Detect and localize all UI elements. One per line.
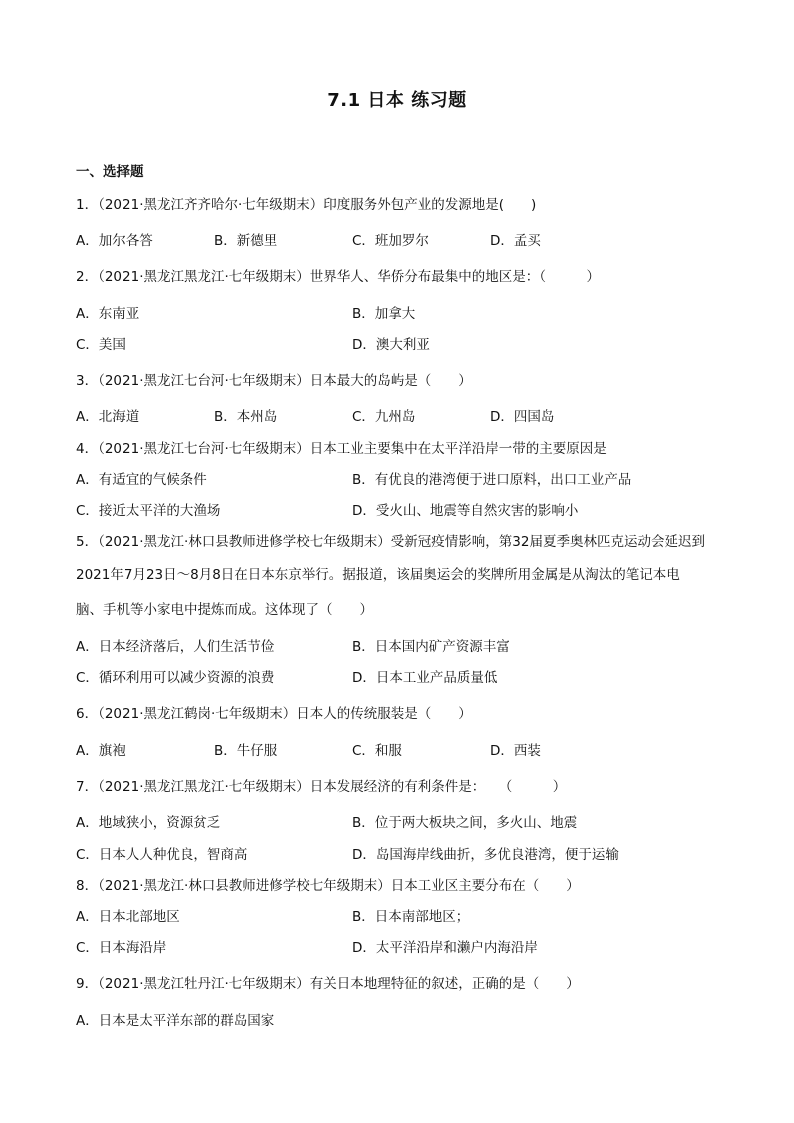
question-8-option-d: D．太平洋沿岸和濑户内海沿岸	[352, 940, 538, 956]
question-6-option-d: D．西装	[490, 743, 541, 759]
section-heading: 一、选择题	[76, 164, 144, 180]
question-9-option-a: A．日本是太平洋东部的群岛国家	[76, 1013, 275, 1029]
question-8-stem: 8．（2021·黑龙江·林口县教师进修学校七年级期末）日本工业区主要分布在（ ）	[76, 878, 580, 894]
question-6-option-c: C．和服	[352, 743, 402, 759]
question-8-option-a: A．日本北部地区	[76, 909, 180, 925]
question-3-option-a: A．北海道	[76, 409, 140, 425]
question-1-option-b: B．新德里	[214, 233, 278, 249]
question-2-option-d: D．澳大利亚	[352, 337, 430, 353]
question-2-stem: 2．（2021·黑龙江黑龙江·七年级期末）世界华人、华侨分布最集中的地区是：（ ）	[76, 269, 601, 285]
question-1-option-a: A．加尔各答	[76, 233, 153, 249]
question-2-option-b: B．加拿大	[352, 306, 416, 322]
question-7-stem: 7．（2021·黑龙江黑龙江·七年级期末）日本发展经济的有利条件是： （ ）	[76, 779, 567, 795]
question-1-stem: 1．（2021·黑龙江齐齐哈尔·七年级期末）印度服务外包产业的发源地是( )	[76, 197, 537, 213]
question-3-option-d: D．四国岛	[490, 409, 555, 425]
question-8-option-b: B．日本南部地区；	[352, 909, 470, 925]
question-3-option-c: C．九州岛	[352, 409, 416, 425]
question-6-stem: 6．（2021·黑龙江鹤岗·七年级期末）日本人的传统服装是（ ）	[76, 706, 472, 722]
question-3-option-b: B．本州岛	[214, 409, 278, 425]
question-1-option-d: D．孟买	[490, 233, 541, 249]
question-1-option-c: C．班加罗尔	[352, 233, 429, 249]
question-7-option-d: D．岛国海岸线曲折，多优良港湾，便于运输	[352, 847, 619, 863]
question-5-option-b: B．日本国内矿产资源丰富	[352, 639, 510, 655]
question-5-option-c: C．循环利用可以减少资源的浪费	[76, 670, 275, 686]
question-5-stem-line-3: 脑、手机等小家电中提炼而成。这体现了（ ）	[76, 602, 373, 618]
question-4-stem: 4．（2021·黑龙江七台河·七年级期末）日本工业主要集中在太平洋沿岸一带的主要原因是	[76, 441, 607, 457]
question-5-option-d: D．日本工业产品质量低	[352, 670, 498, 686]
question-5-option-a: A．日本经济落后，人们生活节俭	[76, 639, 275, 655]
question-4-option-a: A．有适宜的气候条件	[76, 472, 207, 488]
question-6-option-a: A．旗袍	[76, 743, 126, 759]
question-5-stem-line-2: 2021年7月23日～8月8日在日本东京举行。据报道，该届奥运会的奖牌所用金属是从淘汰的笔记本电	[76, 567, 680, 583]
question-7-option-c: C．日本人人种优良，智商高	[76, 847, 248, 863]
page-title: 7.1 日本 练习题	[327, 90, 467, 111]
question-2-option-a: A．东南亚	[76, 306, 140, 322]
question-7-option-b: B．位于两大板块之间，多火山、地震	[352, 815, 578, 831]
question-4-option-b: B．有优良的港湾便于进口原料，出口工业产品	[352, 472, 632, 488]
question-8-option-c: C．日本海沿岸	[76, 940, 167, 956]
question-4-option-c: C．接近太平洋的大渔场	[76, 503, 221, 519]
question-3-stem: 3．（2021·黑龙江七台河·七年级期末）日本最大的岛屿是（ ）	[76, 373, 472, 389]
question-4-option-d: D．受火山、地震等自然灾害的影响小	[352, 503, 579, 519]
question-6-option-b: B．牛仔服	[214, 743, 278, 759]
question-7-option-a: A．地域狭小，资源贫乏	[76, 815, 221, 831]
question-9-stem: 9．（2021·黑龙江牡丹江·七年级期末）有关日本地理特征的叙述，正确的是（ ）	[76, 976, 580, 992]
question-2-option-c: C．美国	[76, 337, 126, 353]
question-5-stem-line-1: 5．（2021·黑龙江·林口县教师进修学校七年级期末）受新冠疫情影响，第32届夏季奥林匹克运动会延迟到	[76, 534, 705, 550]
